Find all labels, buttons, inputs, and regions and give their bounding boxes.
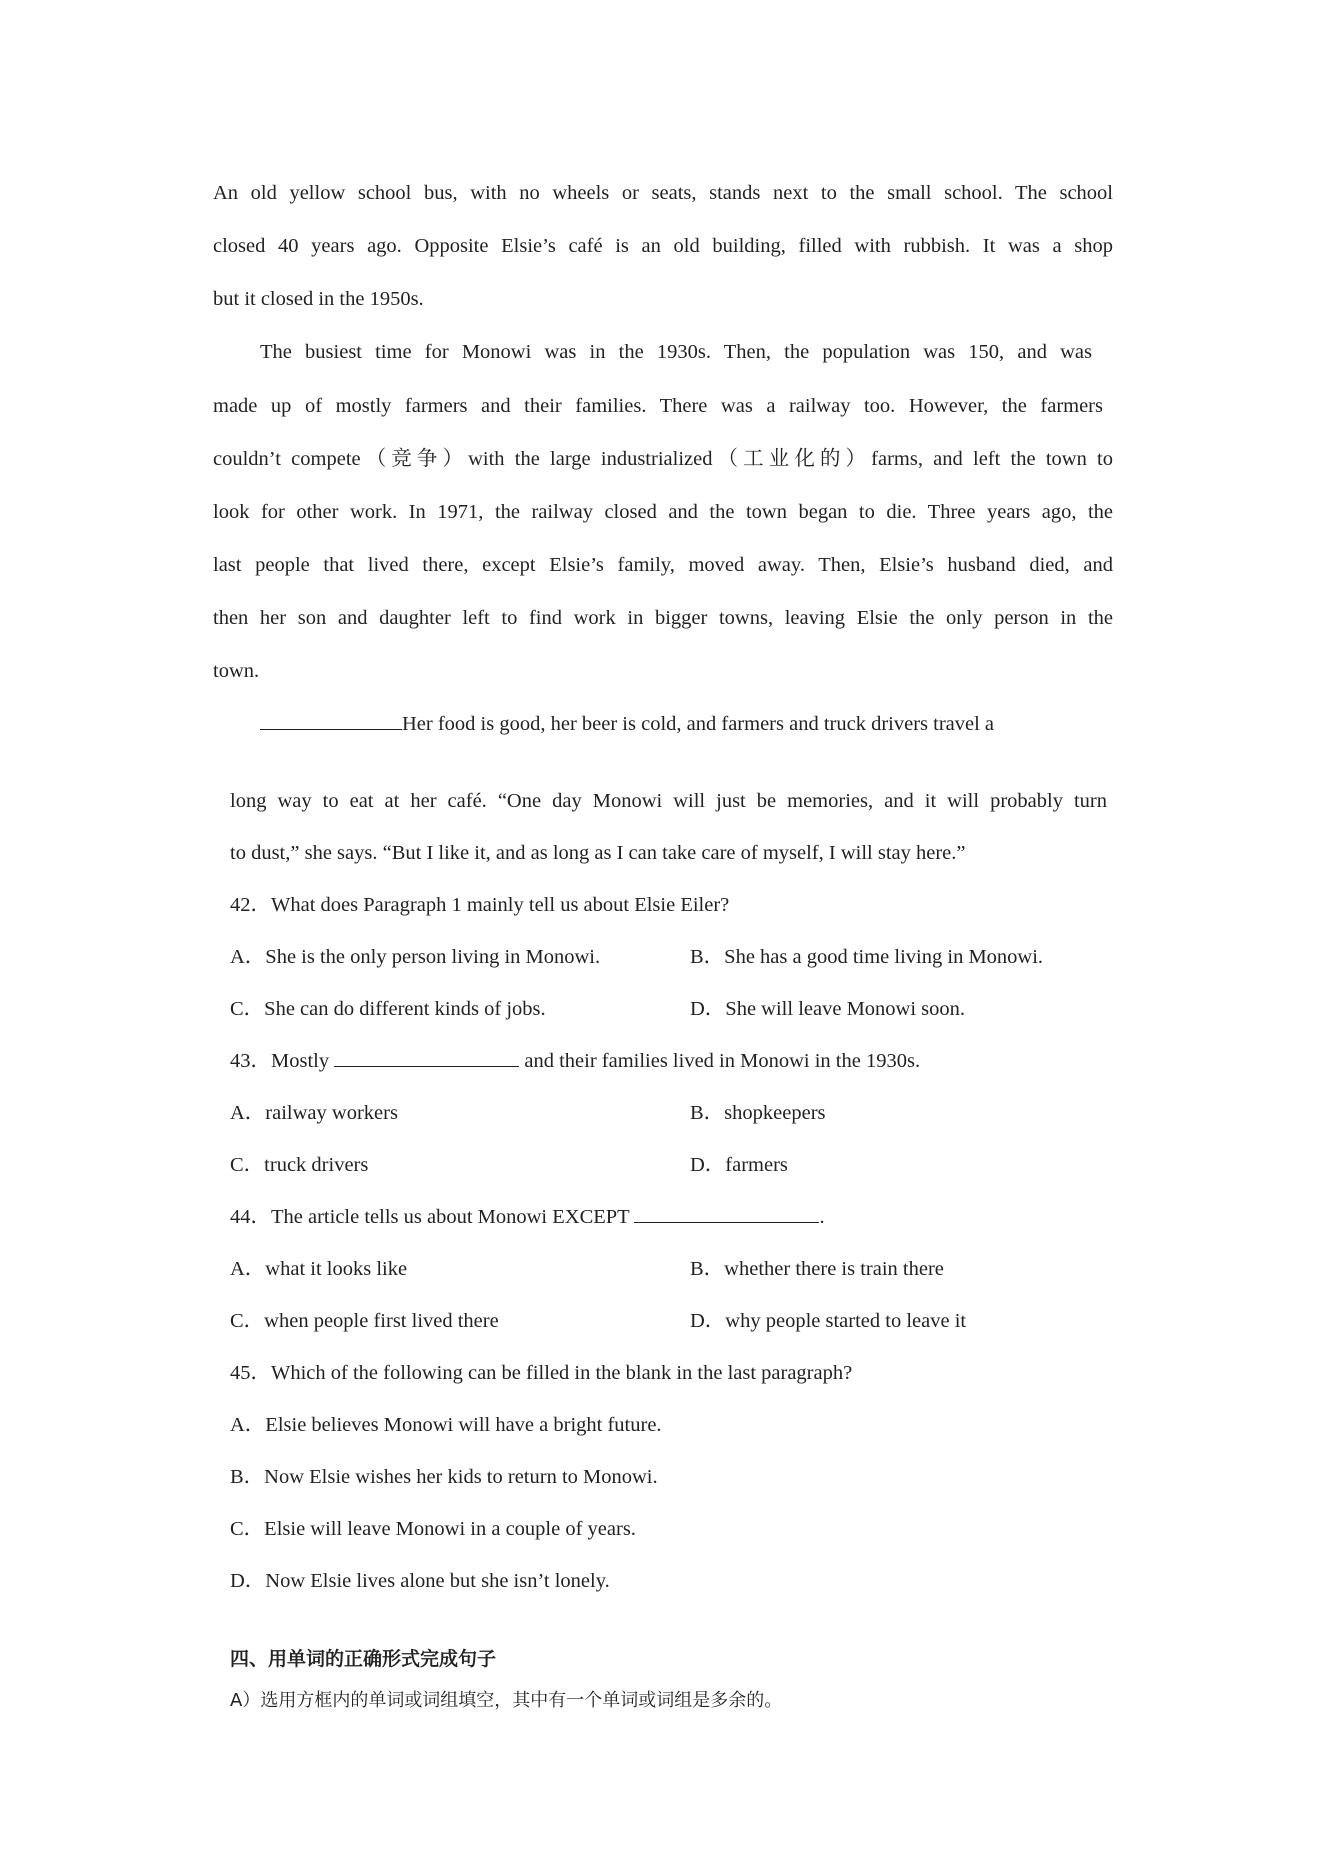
passage-line: closed 40 years ago. Opposite Elsie’s café is an old building, filled with rubbish. It was a shop [213, 235, 1113, 257]
passage-line: couldn’t compete（竞争）with the large industrialized（工业化的）farms, and left the town to [213, 448, 1113, 470]
option: C．She can do different kinds of jobs. [230, 998, 546, 1020]
section-instruction: A）选用方框内的单词或词组填空，其中有一个单词或词组是多余的。 [230, 1690, 783, 1711]
option: A．railway workers [230, 1102, 398, 1124]
passage-line: last people that lived there, except Elsie’s family, moved away. Then, Elsie’s husband died, and [213, 554, 1113, 576]
option: C．when people first lived there [230, 1310, 499, 1332]
option: B．She has a good time living in Monowi. [690, 946, 1044, 968]
question-stem: 42．What does Paragraph 1 mainly tell us about Elsie Eiler? [230, 894, 730, 916]
text: . [819, 1206, 825, 1228]
answer-blank [260, 711, 402, 730]
passage-line: made up of mostly farmers and their families. There was a railway too. However, the farmers [213, 395, 1103, 417]
question-stem [230, 1048, 920, 1074]
option: A．She is the only person living in Monowi. [230, 946, 601, 968]
section-heading: 四、用单词的正确形式完成句子 [230, 1648, 497, 1670]
option: D．She will leave Monowi soon. [690, 998, 966, 1020]
question-stem: 45．Which of the following can be filled in the blank in the last paragraph? [230, 1362, 853, 1384]
passage-line: then her son and daughter left to find work in bigger towns, leaving Elsie the only person in the [213, 607, 1113, 629]
last-paragraph-line [260, 711, 994, 737]
passage-line: look for other work. In 1971, the railway closed and the town began to die. Three years ago, the [213, 501, 1113, 523]
option: C．Elsie will leave Monowi in a couple of years. [230, 1518, 636, 1540]
text: 43．Mostly [230, 1050, 335, 1072]
passage-line: town. [213, 660, 260, 682]
text: Her food is good, her beer is cold, and farmers and truck drivers travel a [402, 713, 995, 735]
text: 44．The article tells us about Monowi EXCEPT [230, 1206, 635, 1228]
answer-blank [334, 1048, 519, 1067]
option: D．why people started to leave it [690, 1310, 967, 1332]
option: D．farmers [690, 1154, 788, 1176]
option: A．Elsie believes Monowi will have a bright future. [230, 1414, 662, 1436]
last-paragraph-line: long way to eat at her café. “One day Monowi will just be memories, and it will probably turn [230, 790, 1107, 812]
option: A．what it looks like [230, 1258, 408, 1280]
question-stem [230, 1204, 825, 1230]
passage-line: The busiest time for Monowi was in the 1930s. Then, the population was 150, and was [260, 341, 1092, 363]
passage-line: but it closed in the 1950s. [213, 288, 424, 310]
option: D．Now Elsie lives alone but she isn’t lonely. [230, 1570, 610, 1592]
option: C．truck drivers [230, 1154, 369, 1176]
text: and their families lived in Monowi in the 1930s. [519, 1050, 921, 1072]
last-paragraph-line: to dust,” she says. “But I like it, and as long as I can take care of myself, I will stay here.” [230, 842, 966, 864]
answer-blank [634, 1204, 819, 1223]
option: B．shopkeepers [690, 1102, 826, 1124]
option: B．whether there is train there [690, 1258, 944, 1280]
option: B．Now Elsie wishes her kids to return to Monowi. [230, 1466, 658, 1488]
passage-line: An old yellow school bus, with no wheels or seats, stands next to the small school. The school [213, 182, 1113, 204]
